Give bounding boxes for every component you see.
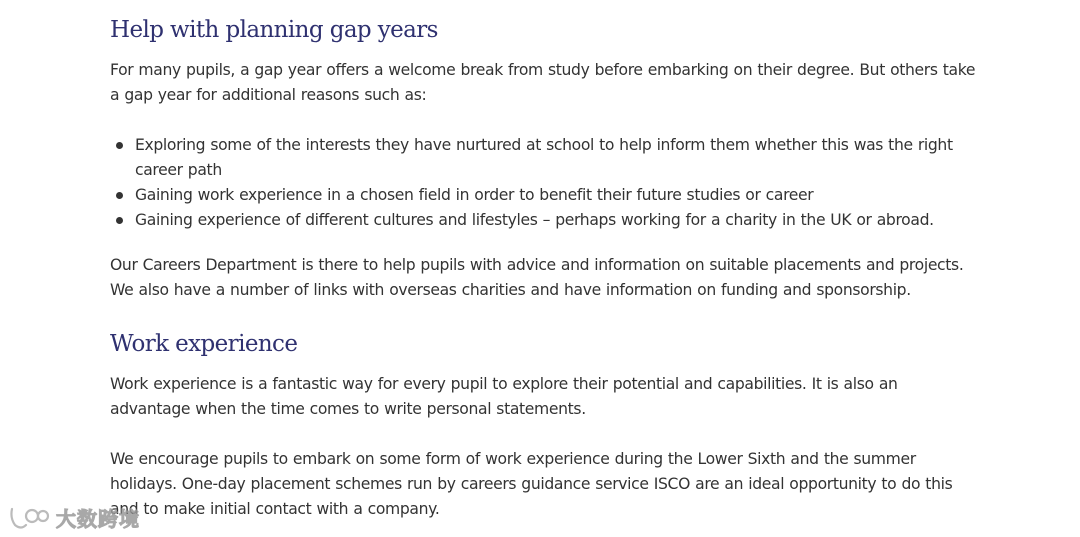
work-experience-heading: Work experience [110, 331, 298, 357]
list-item-text: Exploring some of the interests they have nurtured at school to help inform them whether this was the right career path [135, 136, 953, 179]
list-item-text: Gaining work experience in a chosen field in order to benefit their future studies or career [135, 186, 814, 204]
list-item [110, 133, 980, 183]
watermark [8, 503, 140, 532]
gap-years-intro: For many pupils, a gap year offers a welcome break from study before embarking on their degree. But others take a gap year for additional reasons such as: [110, 61, 976, 104]
main-content [110, 14, 980, 522]
gap-years-heading: Help with planning gap years [110, 17, 438, 43]
gap-years-closing: Our Careers Department is there to help pupils with advice and information on suitable placements and projects. We also have a number of links with overseas charities and have information on funding and sponsorship. [110, 256, 964, 299]
bullet-icon [116, 142, 123, 149]
gap-year-reasons-list [110, 133, 980, 233]
watermark-text: 大数跨境 [56, 507, 140, 531]
work-experience-paragraph-1: Work experience is a fantastic way for every pupil to explore their potential and capabilities. It is also an advantage when the time comes to write personal statements. [110, 375, 898, 418]
list-item-text: Gaining experience of different cultures and lifestyles – perhaps working for a charity in the UK or abroad. [135, 211, 934, 229]
list-item [110, 208, 980, 233]
watermark-logo-icon [8, 505, 50, 531]
work-experience-paragraph-2: We encourage pupils to embark on some form of work experience during the Lower Sixth and the summer holidays. One-day placement schemes run by careers guidance service ISCO are an ideal opportunity to do this and to make initial contact with a company. [110, 450, 953, 518]
bullet-icon [116, 217, 123, 224]
list-item [110, 183, 980, 208]
bullet-icon [116, 192, 123, 199]
